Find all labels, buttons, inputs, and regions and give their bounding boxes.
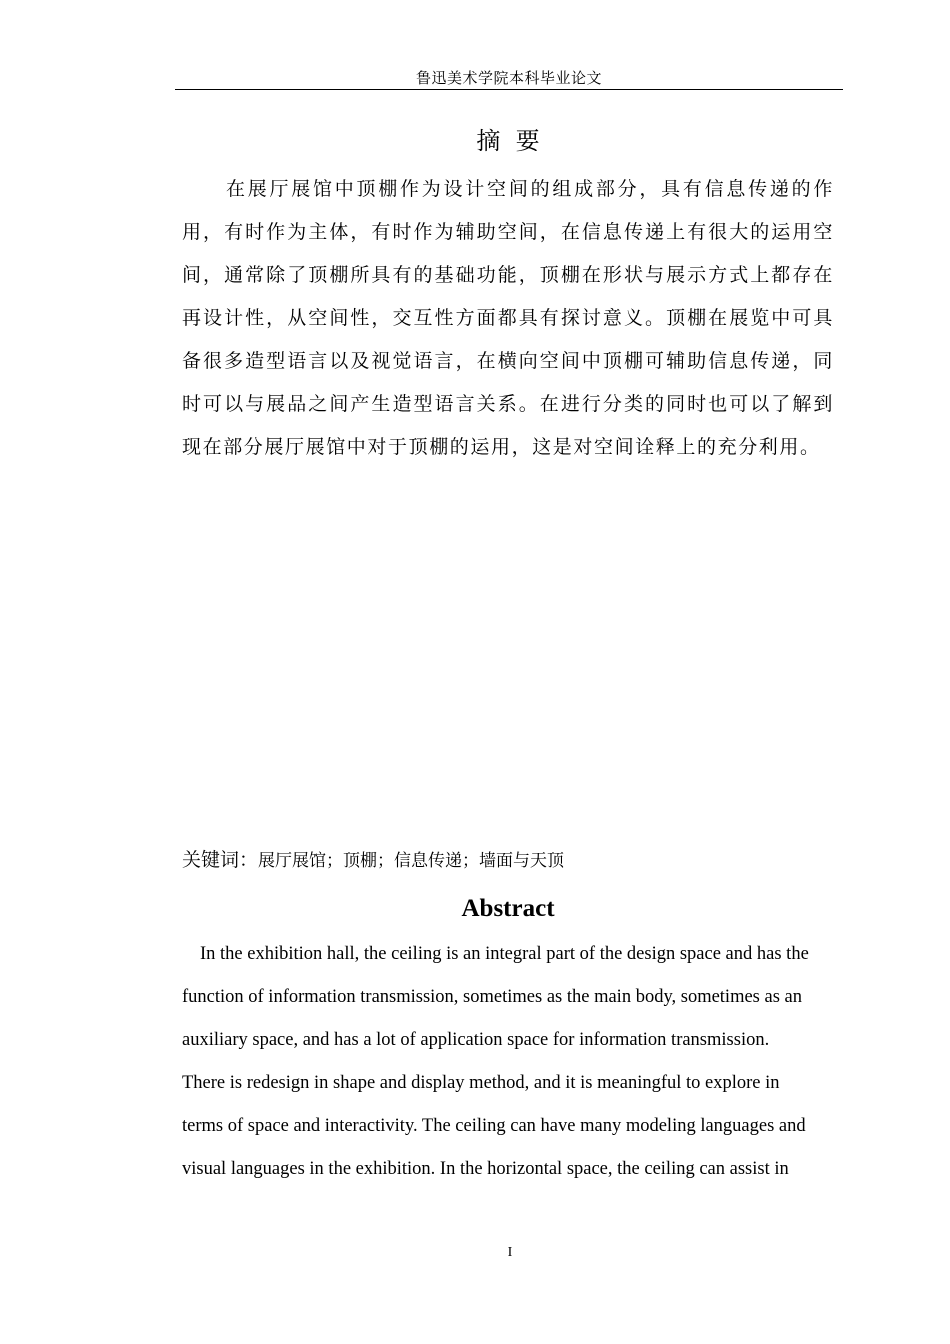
abstract-en-line: auxiliary space, and has a lot of application space for information transmission. bbox=[182, 1030, 770, 1050]
abstract-en-body bbox=[182, 933, 832, 1191]
abstract-cn-title-text: 摘 要 bbox=[476, 127, 540, 155]
abstract-en-line: function of information transmission, sometimes as the main body, sometimes as an bbox=[182, 987, 802, 1007]
abstract-en-line: There is redesign in shape and display method, and it is meaningful to explore in bbox=[182, 1073, 780, 1093]
abstract-en-line: terms of space and interactivity. The ceiling can have many modeling languages and bbox=[182, 1116, 806, 1136]
abstract-cn-title bbox=[182, 125, 834, 157]
keywords-label: 关键词： bbox=[182, 849, 259, 871]
keywords-text: 展厅展馆；顶棚；信息传递；墙面与天顶 bbox=[258, 851, 565, 871]
abstract-en-title: Abstract bbox=[461, 895, 555, 922]
abstract-cn-body: 在展厅展馆中顶棚作为设计空间的组成部分，具有信息传递的作用，有时作为主体，有时作为辅助空间，在信息传递上有很大的运用空间，通常除了顶棚所具有的基础功能，顶棚在形状与展示方式上都存在再设计性，从空间性，交互性方面都具有探讨意义。顶棚在展览中可具备很多造型语言以及视觉语言，在横向空间中顶棚可辅助信息传递，同时可以与展品之间产生造型语言关系。在进行分类的同时也可以了解到现在部分展厅展馆中对于顶棚的运用，这是对空间诠释上的充分利用。 bbox=[182, 178, 834, 458]
abstract-en-line: visual languages in the exhibition. In the horizontal space, the ceiling can assist in bbox=[182, 1159, 789, 1179]
abstract-en-line: In the exhibition hall, the ceiling is an integral part of the design space and has the bbox=[200, 944, 809, 964]
page-number: I bbox=[507, 1245, 513, 1260]
running-header: 鲁迅美术学院本科毕业论文 bbox=[415, 69, 602, 87]
keywords-line bbox=[182, 845, 834, 876]
header-rule bbox=[175, 89, 843, 90]
